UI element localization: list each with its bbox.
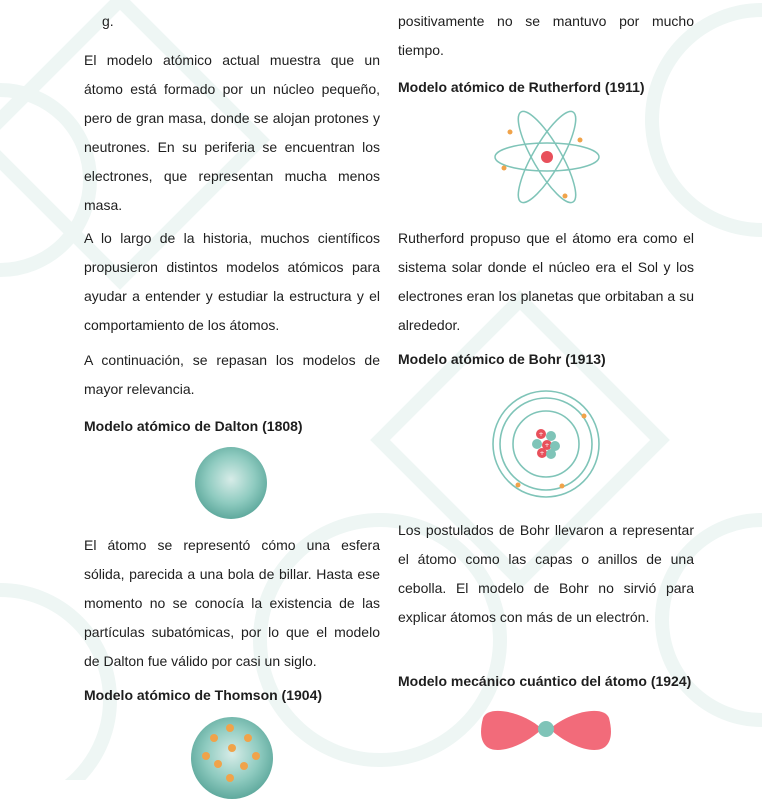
solid-sphere-atom-icon bbox=[194, 446, 268, 520]
concentric-shells-atom-icon bbox=[490, 388, 602, 500]
plum-pudding-atom-icon bbox=[190, 716, 274, 800]
paragraph-rutherford: Rutherford propuso que el átomo era como el sistema solar donde el núcleo era el Sol y los electrones eran los planetas que orbitaban a su alrededor. bbox=[398, 230, 694, 333]
heading-dalton: Modelo atómico de Dalton (1808) bbox=[84, 418, 303, 434]
heading-rutherford: Modelo atómico de Rutherford (1911) bbox=[398, 79, 645, 95]
orbital-atom-icon bbox=[492, 102, 602, 212]
paragraph-thomson-end: positivamente no se mantuvo por mucho tiempo. bbox=[398, 13, 694, 58]
svg-text:+: + bbox=[544, 442, 550, 449]
heading-thomson: Modelo atómico de Thomson (1904) bbox=[84, 687, 323, 703]
fragment-text: g. bbox=[102, 13, 114, 29]
heading-bohr: Modelo atómico de Bohr (1913) bbox=[398, 351, 606, 367]
p-orbital-lobes-icon bbox=[480, 704, 612, 754]
paragraph-modern-model: El modelo atómico actual muestra que un átomo está formado por un núcleo pequeño, pero de gran masa, donde se alojan protones y neutrones. En su periferia se encuentran los electrones, que representan mucha menos masa. bbox=[84, 52, 380, 213]
svg-text:+: + bbox=[538, 431, 544, 438]
paragraph-dalton: El átomo se representó cómo una esfera sólida, parecida a una bola de billar. Hasta ese momento no se conocía la existencia de las partículas subatómicas, por lo que el modelo de Dalton fue válido por casi un siglo. bbox=[84, 537, 380, 669]
svg-text:+: + bbox=[539, 450, 545, 457]
paragraph-history: A lo largo de la historia, muchos científicos propusieron distintos modelos atómicos para ayudar a entender y estudiar la estructura y el comportamiento de los átomos. bbox=[84, 230, 380, 333]
paragraph-bohr: Los postulados de Bohr llevaron a representar el átomo como las capas o anillos de una cebolla. El modelo de Bohr no sirvió para explicar átomos con más de un electrón. bbox=[398, 522, 694, 625]
heading-quantum: Modelo mecánico cuántico del átomo (1924) bbox=[398, 673, 692, 689]
paragraph-intro: A continuación, se repasan los modelos de mayor relevancia. bbox=[84, 352, 380, 397]
